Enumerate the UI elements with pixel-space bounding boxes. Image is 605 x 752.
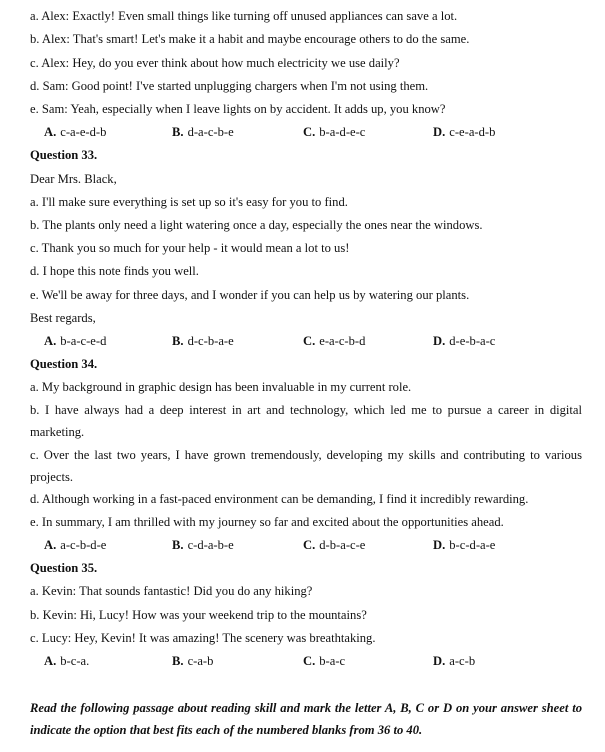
q32-options bbox=[44, 123, 584, 141]
q33-title: Question 33. bbox=[30, 148, 98, 162]
q33-line-c: c. Thank you so much for your help - it would mean a lot to us! bbox=[30, 241, 350, 255]
q35-options bbox=[44, 652, 584, 670]
q33-line-b: b. The plants only need a light watering once a day, especially the ones near the windows. bbox=[30, 218, 483, 232]
q34-options bbox=[44, 536, 584, 554]
q32-line-a: a. Alex: Exactly! Even small things like turning off unused appliances can save a lot. bbox=[30, 9, 458, 23]
q34-line-a: a. My background in graphic design has been invaluable in my current role. bbox=[30, 380, 412, 394]
q35-option-c[interactable]: C. b-a-c bbox=[303, 654, 346, 668]
section-instruction: Read the following passage about reading skill and mark the letter A, B, C or D on your answer sheet to indicate the option that best fits each of the numbered blanks from 36 to 40. bbox=[30, 701, 582, 737]
q35-option-b[interactable]: B. c-a-b bbox=[172, 654, 214, 668]
q32-option-a[interactable]: A. c-a-e-d-b bbox=[44, 125, 107, 139]
q35-option-a[interactable]: A. b-c-a. bbox=[44, 654, 90, 668]
q35-title: Question 35. bbox=[30, 561, 98, 575]
q34-paragraph-c: c. Over the last two years, I have grown tremendously, developing my skills and contributing to various projects. bbox=[30, 448, 582, 484]
q34-line-d: d. Although working in a fast-paced environment can be demanding, I find it incredibly rewarding. bbox=[30, 492, 529, 506]
q33-option-b[interactable]: B. d-c-b-a-e bbox=[172, 334, 234, 348]
q34-option-b[interactable]: B. c-d-a-b-e bbox=[172, 538, 234, 552]
q32-line-c: c. Alex: Hey, do you ever think about how much electricity we use daily? bbox=[30, 56, 400, 70]
q33-option-d[interactable]: D. d-e-b-a-c bbox=[433, 334, 496, 348]
q32-line-d: d. Sam: Good point! I've started unplugging chargers when I'm not using them. bbox=[30, 79, 429, 93]
q34-paragraph-b: b. I have always had a deep interest in art and technology, which led me to pursue a career in digital marketing. bbox=[30, 403, 582, 439]
q32-line-e: e. Sam: Yeah, especially when I leave lights on by accident. It adds up, you know? bbox=[30, 102, 446, 116]
q35-line-c: c. Lucy: Hey, Kevin! It was amazing! The scenery was breathtaking. bbox=[30, 631, 376, 645]
q33-closing: Best regards, bbox=[30, 311, 96, 325]
q34-line-e: e. In summary, I am thrilled with my journey so far and excited about the opportunities ahead. bbox=[30, 515, 504, 529]
q34-title: Question 34. bbox=[30, 357, 98, 371]
q33-line-a: a. I'll make sure everything is set up so it's easy for you to find. bbox=[30, 195, 348, 209]
q35-line-a: a. Kevin: That sounds fantastic! Did you do any hiking? bbox=[30, 584, 313, 598]
q35-line-b: b. Kevin: Hi, Lucy! How was your weekend trip to the mountains? bbox=[30, 608, 367, 622]
q33-line-d: d. I hope this note finds you well. bbox=[30, 264, 199, 278]
q33-greeting: Dear Mrs. Black, bbox=[30, 172, 117, 186]
q34-option-c[interactable]: C. d-b-a-c-e bbox=[303, 538, 366, 552]
q32-option-d[interactable]: D. c-e-a-d-b bbox=[433, 125, 496, 139]
q32-line-b: b. Alex: That's smart! Let's make it a habit and maybe encourage others to do the same. bbox=[30, 32, 470, 46]
q33-option-c[interactable]: C. e-a-c-b-d bbox=[303, 334, 366, 348]
q34-option-a[interactable]: A. a-c-b-d-e bbox=[44, 538, 107, 552]
q34-option-d[interactable]: D. b-c-d-a-e bbox=[433, 538, 496, 552]
q33-option-a[interactable]: A. b-a-c-e-d bbox=[44, 334, 107, 348]
q35-option-d[interactable]: D. a-c-b bbox=[433, 654, 476, 668]
q33-line-e: e. We'll be away for three days, and I wonder if you can help us by watering our plants. bbox=[30, 288, 470, 302]
q32-option-b[interactable]: B. d-a-c-b-e bbox=[172, 125, 234, 139]
q33-options bbox=[44, 332, 584, 350]
q32-option-c[interactable]: C. b-a-d-e-c bbox=[303, 125, 366, 139]
